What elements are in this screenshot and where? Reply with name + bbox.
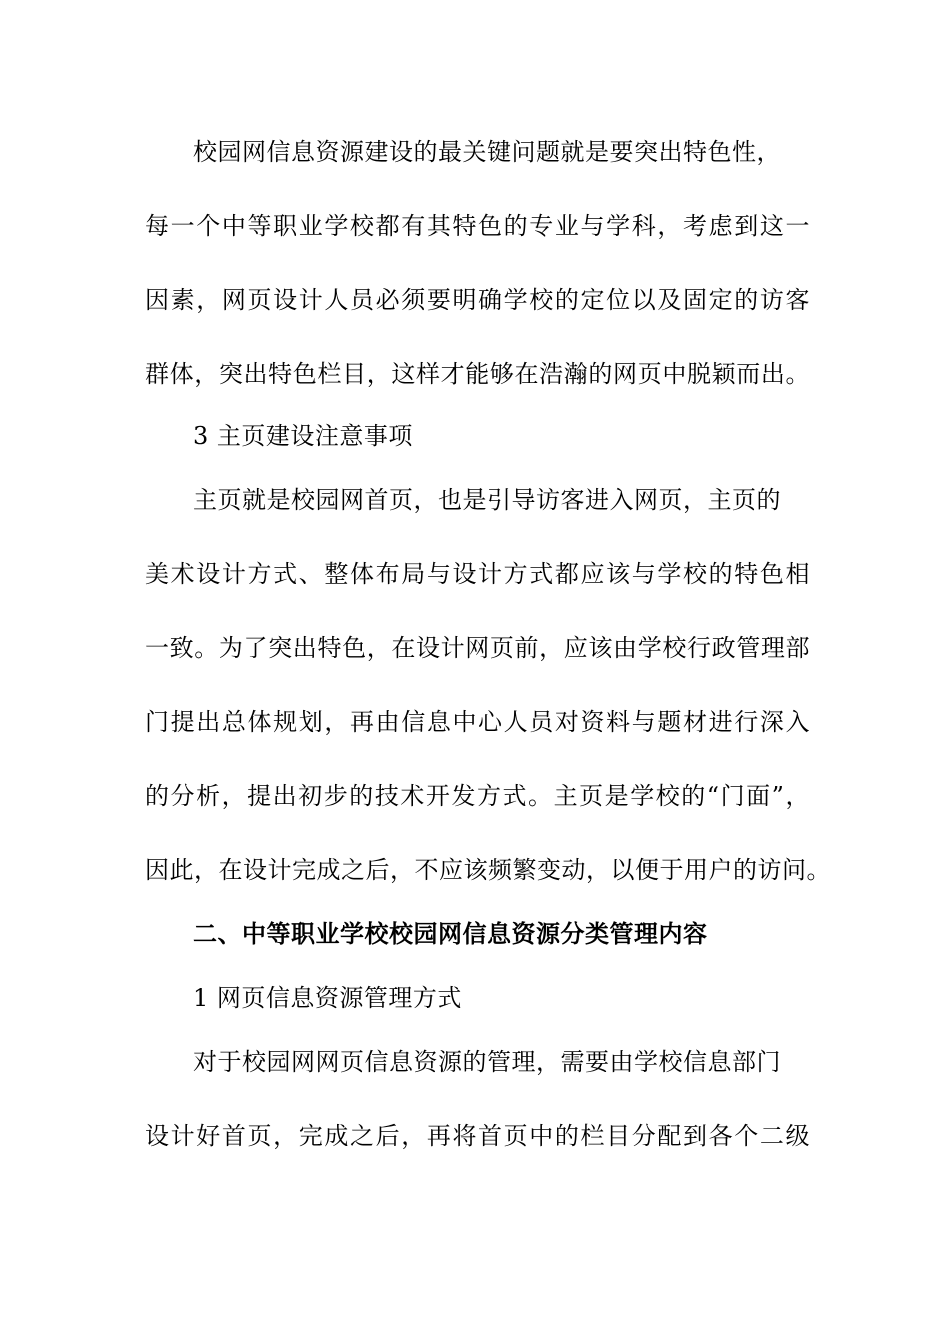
paragraph-line: 校园网信息资源建设的最关键问题就是要突出特色性， [193,138,781,166]
paragraph-line: 的分析，提出初步的技术开发方式。主页是学校的“门面”， [145,782,810,810]
paragraph-line: 门提出总体规划，再由信息中心人员对资料与题材进行深入 [145,708,810,736]
section-heading: 二、中等职业学校校园网信息资源分类管理内容 [193,919,708,948]
paragraph-line: 设计好首页，完成之后，再将首页中的栏目分配到各个二级 [145,1122,810,1150]
paragraph-line: 主页就是校园网首页，也是引导访客进入网页，主页的 [193,486,781,514]
paragraph-line: 对于校园网网页信息资源的管理，需要由学校信息部门 [193,1048,781,1076]
paragraph-line: 美术设计方式、整体布局与设计方式都应该与学校的特色相 [145,560,810,588]
paragraph-line: 每一个中等职业学校都有其特色的专业与学科，考虑到这一 [145,212,810,240]
paragraph-line: 一致。为了突出特色，在设计网页前，应该由学校行政管理部 [145,634,810,662]
paragraph-line: 因此，在设计完成之后，不应该频繁变动，以便于用户的访问。 [145,856,831,884]
paragraph-line: 群体，突出特色栏目，这样才能够在浩瀚的网页中脱颖而出。 [145,360,810,388]
subheading-3: 3 主页建设注意事项 [193,422,413,450]
subheading-1: 1 网页信息资源管理方式 [193,984,462,1012]
paragraph-line: 因素，网页设计人员必须要明确学校的定位以及固定的访客 [145,286,810,314]
